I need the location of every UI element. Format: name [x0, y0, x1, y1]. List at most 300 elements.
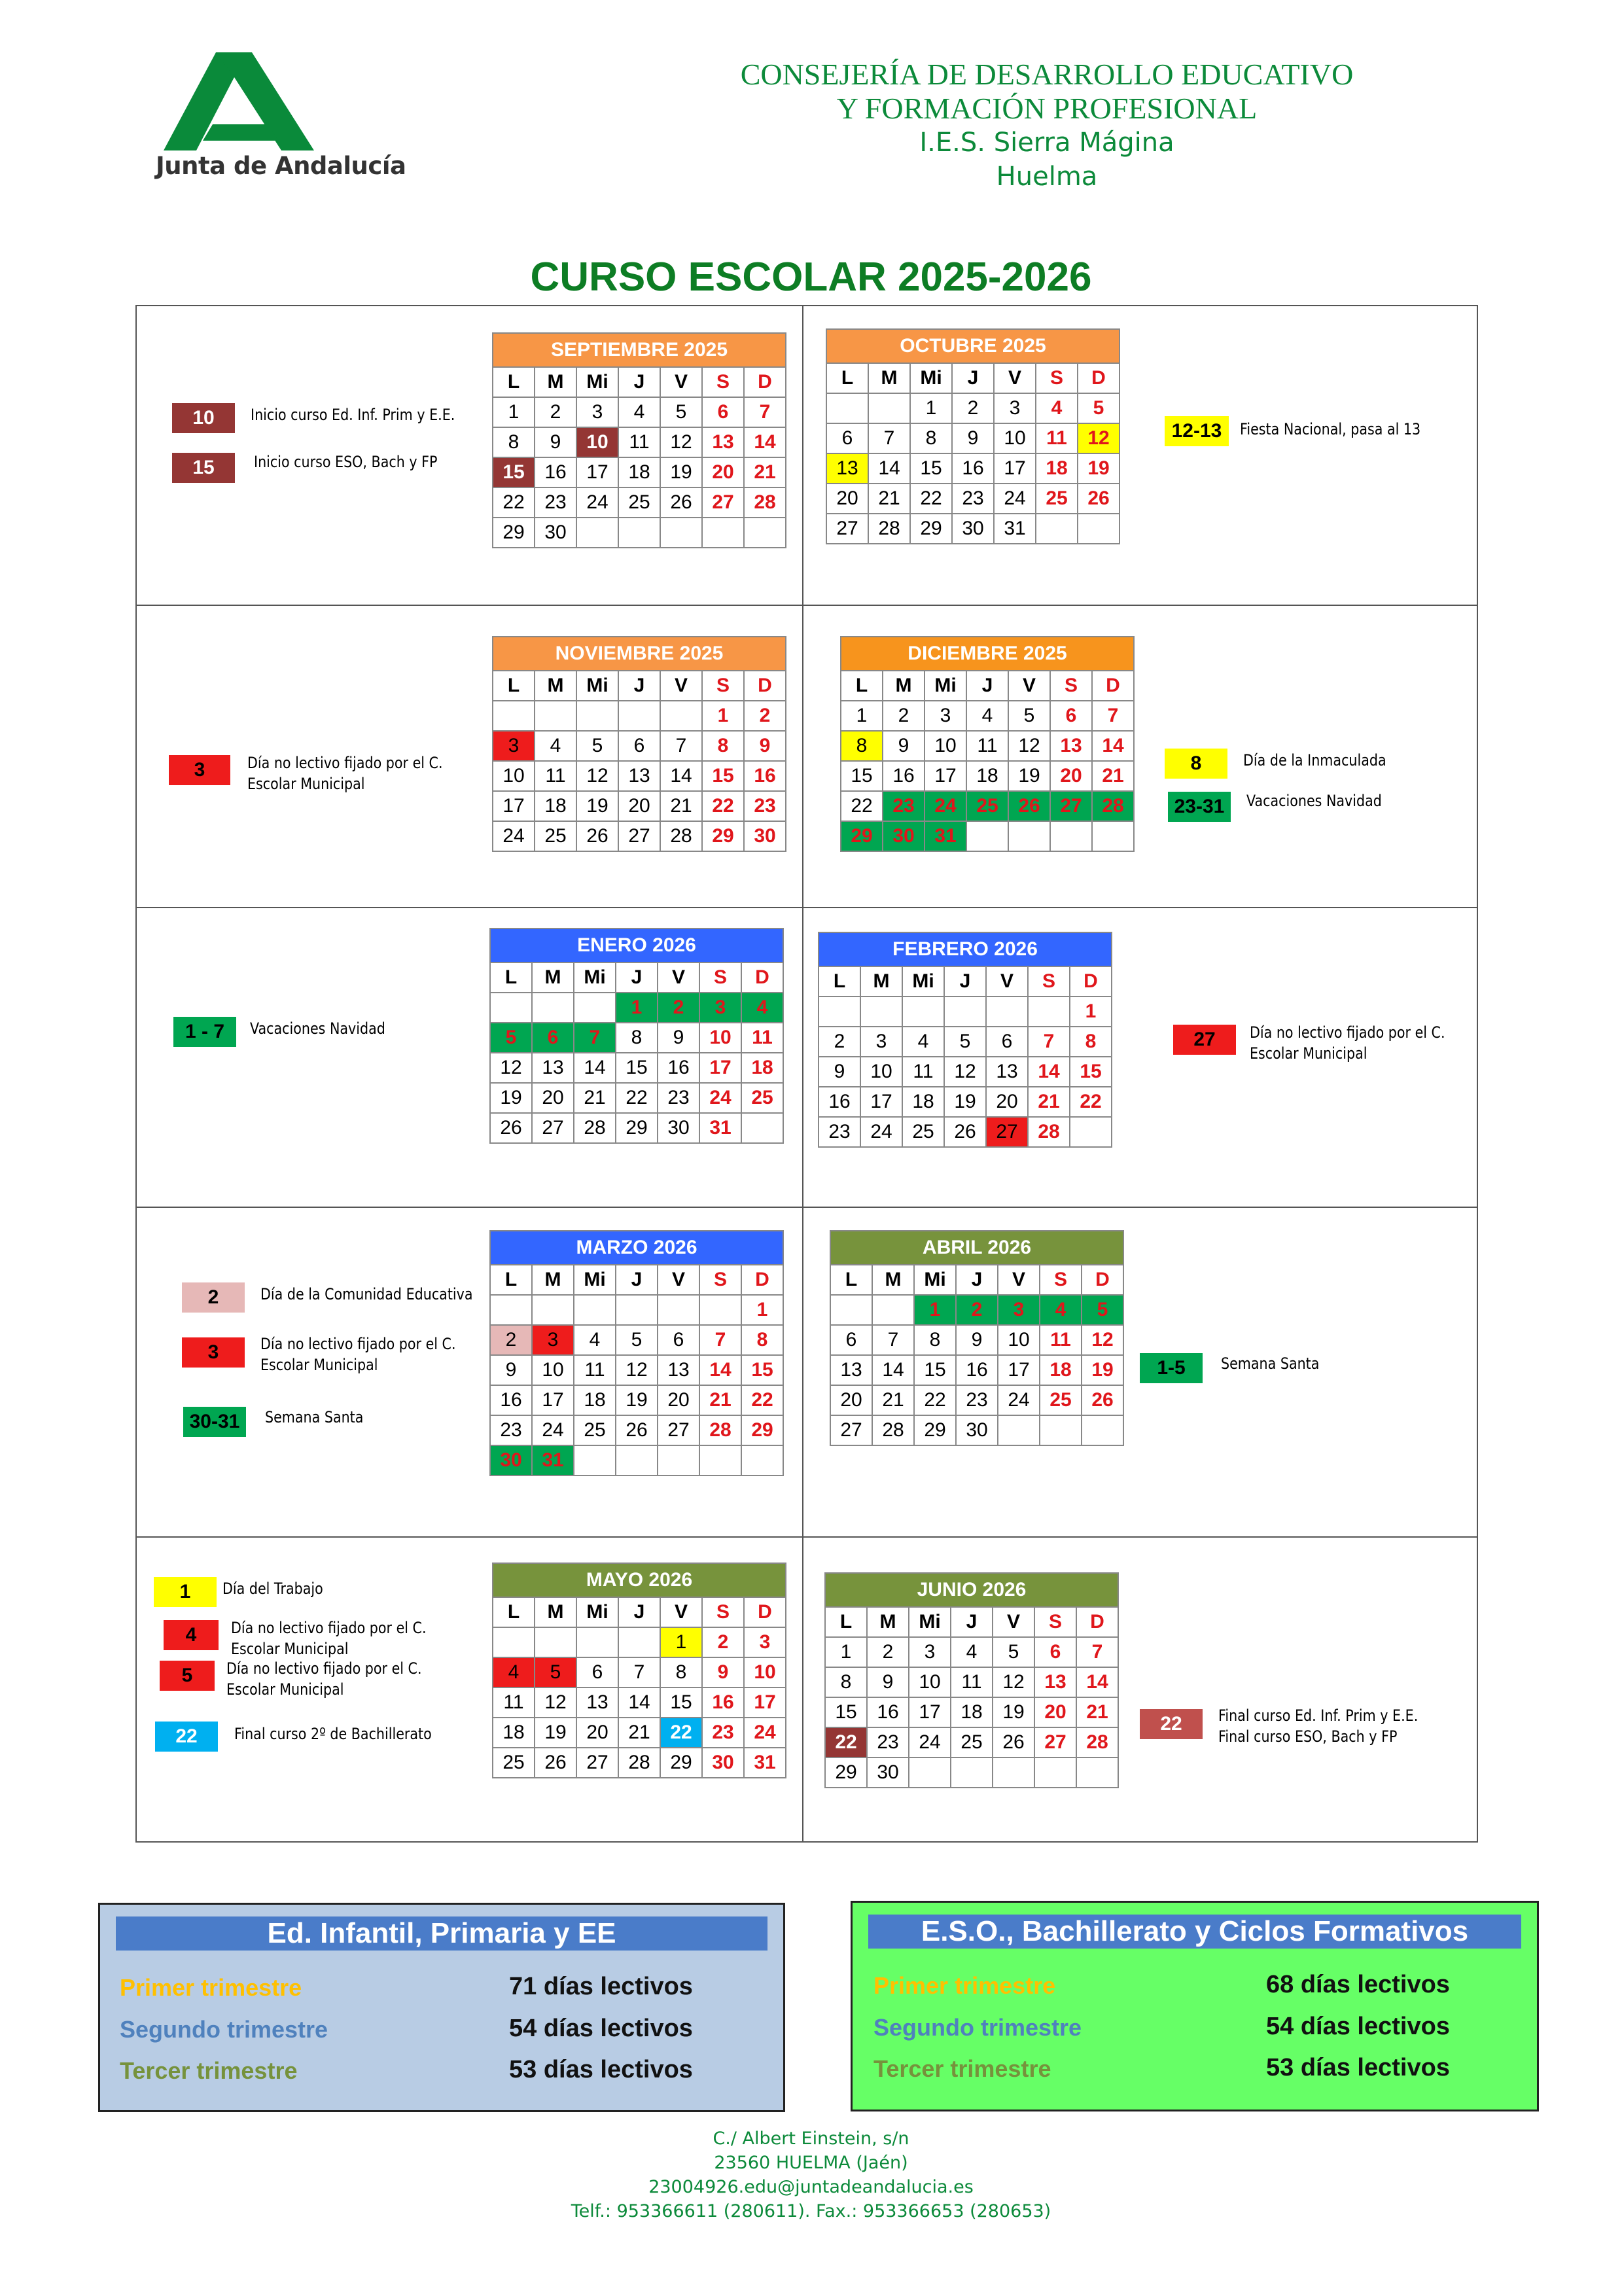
day-cell: 17 [532, 1385, 574, 1415]
legend-text: Final curso Ed. Inf. Prim y E.E. Final curso ESO, Bach y FP [1218, 1706, 1419, 1746]
weekday-header: V [1008, 671, 1050, 701]
term-name: Segundo trimestre [120, 2016, 328, 2043]
grid-divider [137, 1536, 1477, 1538]
day-cell [658, 1295, 699, 1325]
day-cell: 1 [493, 397, 535, 427]
day-cell: 22 [910, 484, 952, 514]
month-title: JUNIO 2026 [825, 1573, 1118, 1607]
day-cell [1078, 514, 1120, 544]
day-cell: 4 [741, 993, 783, 1023]
day-cell: 1 [1070, 997, 1112, 1027]
day-cell: 2 [867, 1637, 909, 1667]
day-cell: 8 [1070, 1027, 1112, 1057]
day-cell: 23 [535, 487, 576, 518]
day-cell: 7 [618, 1657, 660, 1687]
weekday-header: J [616, 1265, 658, 1295]
day-cell: 12 [616, 1355, 658, 1385]
day-cell: 7 [744, 397, 786, 427]
weekday-header: D [741, 1265, 783, 1295]
day-cell: 17 [860, 1087, 902, 1117]
day-cell: 10 [925, 731, 966, 761]
day-cell: 8 [910, 423, 952, 453]
day-cell: 11 [966, 731, 1008, 761]
day-cell: 5 [535, 1657, 576, 1687]
day-cell: 30 [952, 514, 994, 544]
weekday-header: L [819, 966, 860, 997]
day-cell: 9 [702, 1657, 744, 1687]
day-cell: 21 [1076, 1697, 1118, 1727]
day-cell: 13 [532, 1053, 574, 1083]
legend-badge: 22 [1140, 1709, 1203, 1739]
weekday-header: D [744, 367, 786, 397]
day-cell [1070, 1117, 1112, 1147]
legend-text: Semana Santa [1221, 1354, 1320, 1373]
day-cell [490, 993, 532, 1023]
day-cell: 28 [744, 487, 786, 518]
day-cell: 14 [744, 427, 786, 457]
day-cell: 4 [1036, 393, 1078, 423]
term-name: Primer trimestre [873, 1972, 1056, 1999]
day-cell: 12 [535, 1687, 576, 1718]
weekday-header: Mi [914, 1265, 956, 1295]
month-calendar [492, 332, 786, 548]
day-cell: 24 [744, 1718, 786, 1748]
day-cell: 7 [574, 1023, 616, 1053]
day-cell: 24 [493, 821, 535, 851]
day-cell [616, 1295, 658, 1325]
day-cell: 17 [998, 1355, 1040, 1385]
day-cell: 7 [868, 423, 910, 453]
day-cell: 19 [1082, 1355, 1123, 1385]
day-cell: 5 [490, 1023, 532, 1053]
day-cell: 21 [574, 1083, 616, 1113]
day-cell: 6 [830, 1325, 872, 1355]
day-cell: 3 [744, 1627, 786, 1657]
weekday-header: M [532, 1265, 574, 1295]
day-cell: 6 [618, 731, 660, 761]
month-title: FEBRERO 2026 [819, 932, 1112, 966]
day-cell: 23 [819, 1117, 860, 1147]
weekday-header: Mi [576, 367, 618, 397]
day-cell: 23 [744, 791, 786, 821]
day-cell: 14 [699, 1355, 741, 1385]
day-cell: 4 [951, 1637, 993, 1667]
day-cell: 20 [576, 1718, 618, 1748]
day-cell: 4 [618, 397, 660, 427]
day-cell [872, 1295, 914, 1325]
day-cell: 20 [532, 1083, 574, 1113]
day-cell: 23 [952, 484, 994, 514]
day-cell: 11 [1040, 1325, 1082, 1355]
day-cell: 18 [493, 1718, 535, 1748]
day-cell: 26 [993, 1727, 1034, 1757]
day-cell: 12 [1078, 423, 1120, 453]
day-cell: 13 [826, 453, 868, 484]
day-cell: 23 [490, 1415, 532, 1445]
day-cell: 29 [741, 1415, 783, 1445]
day-cell: 10 [744, 1657, 786, 1687]
day-cell: 12 [944, 1057, 986, 1087]
day-cell: 3 [576, 397, 618, 427]
day-cell: 29 [910, 514, 952, 544]
day-cell [574, 993, 616, 1023]
day-cell: 19 [944, 1087, 986, 1117]
day-cell: 18 [535, 791, 576, 821]
day-cell: 18 [574, 1385, 616, 1415]
weekday-header: D [1092, 671, 1134, 701]
legend-badge: 4 [164, 1620, 219, 1650]
day-cell: 27 [830, 1415, 872, 1445]
day-cell: 27 [986, 1117, 1028, 1147]
weekday-header: Mi [902, 966, 944, 997]
day-cell: 2 [658, 993, 699, 1023]
day-cell [618, 518, 660, 548]
day-cell: 20 [1034, 1697, 1076, 1727]
day-cell: 20 [1050, 761, 1092, 791]
logo-text: Junta de Andalucía [156, 152, 406, 180]
term-value: 71 días lectivos [509, 1973, 693, 2000]
day-cell [1034, 1757, 1076, 1788]
weekday-header: J [618, 1597, 660, 1627]
day-cell: 15 [914, 1355, 956, 1385]
day-cell: 5 [944, 1027, 986, 1057]
weekday-header: L [825, 1607, 867, 1637]
day-cell: 25 [1036, 484, 1078, 514]
day-cell: 15 [616, 1053, 658, 1083]
day-cell: 21 [744, 457, 786, 487]
day-cell [576, 701, 618, 731]
day-cell: 7 [1028, 1027, 1070, 1057]
day-cell: 13 [702, 427, 744, 457]
summary-title: E.S.O., Bachillerato y Ciclos Formativos [868, 1915, 1521, 1949]
day-cell: 21 [618, 1718, 660, 1748]
legend-text: Vacaciones Navidad [1246, 792, 1382, 810]
legend-text: Día de la Comunidad Educativa [260, 1285, 473, 1303]
term-name: Primer trimestre [120, 1974, 302, 2001]
day-cell: 2 [535, 397, 576, 427]
day-cell: 22 [660, 1718, 702, 1748]
day-cell: 27 [1050, 791, 1092, 821]
day-cell: 4 [1040, 1295, 1082, 1325]
day-cell: 18 [902, 1087, 944, 1117]
day-cell: 3 [860, 1027, 902, 1057]
day-cell: 19 [1008, 761, 1050, 791]
day-cell: 24 [860, 1117, 902, 1147]
day-cell: 13 [1050, 731, 1092, 761]
day-cell: 30 [490, 1445, 532, 1475]
legend-text: Semana Santa [265, 1408, 364, 1426]
day-cell: 12 [576, 761, 618, 791]
weekday-header: D [1076, 1607, 1118, 1637]
legend-badge: 27 [1173, 1025, 1236, 1055]
legend-text: Día no lectivo fijado por el C. Escolar Municipal [226, 1659, 422, 1699]
day-cell [998, 1415, 1040, 1445]
day-cell [535, 701, 576, 731]
day-cell: 14 [618, 1687, 660, 1718]
day-cell: 14 [1076, 1667, 1118, 1697]
day-cell: 17 [994, 453, 1036, 484]
day-cell: 3 [493, 731, 535, 761]
day-cell [826, 393, 868, 423]
legend-badge: 3 [169, 755, 230, 785]
legend-text: Vacaciones Navidad [250, 1019, 385, 1038]
day-cell: 25 [535, 821, 576, 851]
day-cell: 3 [699, 993, 741, 1023]
weekday-header: Mi [909, 1607, 951, 1637]
day-cell: 20 [618, 791, 660, 821]
day-cell: 6 [658, 1325, 699, 1355]
grid-divider [137, 1207, 1477, 1208]
summary-title: Ed. Infantil, Primaria y EE [116, 1916, 767, 1951]
day-cell [699, 1445, 741, 1475]
day-cell: 26 [1008, 791, 1050, 821]
day-cell: 29 [616, 1113, 658, 1143]
day-cell: 15 [1070, 1057, 1112, 1087]
day-cell: 19 [535, 1718, 576, 1748]
day-cell: 11 [902, 1057, 944, 1087]
weekday-header: L [826, 363, 868, 393]
weekday-header: M [867, 1607, 909, 1637]
footer-phone: Telf.: 953366611 (280611). Fax.: 953366653 (280653) [571, 2201, 1051, 2221]
day-cell: 28 [868, 514, 910, 544]
day-cell: 14 [872, 1355, 914, 1385]
day-cell: 28 [1028, 1117, 1070, 1147]
month-calendar [492, 1563, 786, 1778]
weekday-header: Mi [576, 671, 618, 701]
day-cell: 26 [535, 1748, 576, 1778]
day-cell [1008, 821, 1050, 851]
weekday-header: V [660, 367, 702, 397]
day-cell: 7 [699, 1325, 741, 1355]
day-cell [868, 393, 910, 423]
day-cell: 15 [825, 1697, 867, 1727]
weekday-header: V [658, 963, 699, 993]
day-cell [576, 1627, 618, 1657]
day-cell: 17 [699, 1053, 741, 1083]
weekday-header: S [1034, 1607, 1076, 1637]
day-cell: 15 [702, 761, 744, 791]
weekday-header: J [951, 1607, 993, 1637]
day-cell: 3 [909, 1637, 951, 1667]
school-name: I.E.S. Sierra Mágina [919, 128, 1174, 158]
day-cell: 9 [883, 731, 925, 761]
day-cell: 3 [994, 393, 1036, 423]
weekday-header: M [872, 1265, 914, 1295]
day-cell: 5 [576, 731, 618, 761]
day-cell: 21 [868, 484, 910, 514]
day-cell: 9 [819, 1057, 860, 1087]
day-cell: 16 [535, 457, 576, 487]
weekday-header: Mi [574, 1265, 616, 1295]
month-title: MAYO 2026 [493, 1563, 786, 1597]
term-value: 68 días lectivos [1266, 1971, 1450, 1998]
day-cell: 26 [1078, 484, 1120, 514]
weekday-header: M [535, 1597, 576, 1627]
grid-divider [802, 306, 803, 1841]
day-cell [532, 1295, 574, 1325]
term-value: 53 días lectivos [509, 2056, 693, 2083]
day-cell [699, 1295, 741, 1325]
day-cell: 31 [699, 1113, 741, 1143]
day-cell: 16 [702, 1687, 744, 1718]
weekday-header: M [532, 963, 574, 993]
day-cell: 3 [998, 1295, 1040, 1325]
day-cell: 30 [883, 821, 925, 851]
weekday-header: S [1028, 966, 1070, 997]
day-cell: 2 [883, 701, 925, 731]
day-cell: 17 [576, 457, 618, 487]
day-cell: 19 [576, 791, 618, 821]
month-calendar [489, 1230, 784, 1476]
day-cell [1028, 997, 1070, 1027]
day-cell: 23 [956, 1385, 998, 1415]
day-cell [951, 1757, 993, 1788]
day-cell: 9 [952, 423, 994, 453]
day-cell: 2 [744, 701, 786, 731]
legend-text: Inicio curso ESO, Bach y FP [254, 453, 438, 471]
day-cell: 16 [744, 761, 786, 791]
day-cell: 24 [532, 1415, 574, 1445]
weekday-header: L [841, 671, 883, 701]
day-cell [660, 701, 702, 731]
term-value: 54 días lectivos [1266, 2013, 1450, 2040]
day-cell: 19 [490, 1083, 532, 1113]
day-cell: 10 [576, 427, 618, 457]
weekday-header: D [744, 1597, 786, 1627]
term-value: 54 días lectivos [509, 2015, 693, 2042]
day-cell: 15 [493, 457, 535, 487]
day-cell: 2 [952, 393, 994, 423]
day-cell: 31 [744, 1748, 786, 1778]
month-calendar [489, 928, 784, 1144]
day-cell: 2 [490, 1325, 532, 1355]
day-cell: 13 [986, 1057, 1028, 1087]
day-cell [944, 997, 986, 1027]
term-name: Tercer trimestre [873, 2055, 1051, 2082]
day-cell [532, 993, 574, 1023]
weekday-header: M [535, 367, 576, 397]
day-cell: 1 [741, 1295, 783, 1325]
day-cell: 13 [830, 1355, 872, 1385]
day-cell: 8 [702, 731, 744, 761]
day-cell: 14 [574, 1053, 616, 1083]
day-cell: 8 [914, 1325, 956, 1355]
day-cell: 26 [616, 1415, 658, 1445]
day-cell: 27 [826, 514, 868, 544]
day-cell: 22 [825, 1727, 867, 1757]
day-cell: 28 [1076, 1727, 1118, 1757]
day-cell: 19 [993, 1697, 1034, 1727]
day-cell: 25 [902, 1117, 944, 1147]
day-cell: 24 [576, 487, 618, 518]
organization-name [654, 58, 1439, 194]
day-cell: 14 [1028, 1057, 1070, 1087]
day-cell: 18 [1040, 1355, 1082, 1385]
day-cell: 27 [532, 1113, 574, 1143]
day-cell: 6 [1034, 1637, 1076, 1667]
day-cell: 24 [909, 1727, 951, 1757]
org-line-2: Y FORMACIÓN PROFESIONAL [836, 92, 1258, 125]
legend-text: Inicio curso Ed. Inf. Prim y E.E. [251, 406, 455, 424]
day-cell [819, 997, 860, 1027]
legend-text: Día no lectivo fijado por el C. Escolar Municipal [231, 1619, 427, 1658]
weekday-header: D [741, 963, 783, 993]
day-cell: 26 [660, 487, 702, 518]
day-cell [574, 1445, 616, 1475]
day-cell: 6 [1050, 701, 1092, 731]
day-cell: 30 [867, 1757, 909, 1788]
day-cell: 20 [658, 1385, 699, 1415]
weekday-header: V [660, 1597, 702, 1627]
day-cell [744, 518, 786, 548]
day-cell: 5 [660, 397, 702, 427]
legend-badge: 15 [172, 453, 235, 483]
day-cell: 11 [1036, 423, 1078, 453]
legend-text: Final curso 2º de Bachillerato [234, 1725, 432, 1743]
day-cell: 6 [532, 1023, 574, 1053]
day-cell: 16 [819, 1087, 860, 1117]
day-cell: 9 [744, 731, 786, 761]
day-cell: 16 [952, 453, 994, 484]
day-cell: 5 [616, 1325, 658, 1355]
day-cell [490, 1295, 532, 1325]
day-cell: 11 [951, 1667, 993, 1697]
weekday-header: V [998, 1265, 1040, 1295]
day-cell: 1 [825, 1637, 867, 1667]
day-cell: 12 [1082, 1325, 1123, 1355]
month-calendar [824, 1572, 1119, 1788]
day-cell: 31 [925, 821, 966, 851]
summary-primaria [98, 1903, 785, 2112]
day-cell [741, 1445, 783, 1475]
month-calendar [818, 932, 1112, 1148]
month-title: ABRIL 2026 [830, 1231, 1123, 1265]
day-cell: 21 [1028, 1087, 1070, 1117]
weekday-header: L [493, 671, 535, 701]
day-cell: 15 [910, 453, 952, 484]
weekday-header: V [658, 1265, 699, 1295]
month-title: SEPTIEMBRE 2025 [493, 333, 786, 367]
day-cell [902, 997, 944, 1027]
weekday-header: J [618, 367, 660, 397]
day-cell: 12 [993, 1667, 1034, 1697]
footer-address: C./ Albert Einstein, s/n [713, 2128, 909, 2149]
day-cell [860, 997, 902, 1027]
day-cell [1092, 821, 1134, 851]
day-cell [616, 1445, 658, 1475]
day-cell: 23 [702, 1718, 744, 1748]
day-cell: 24 [699, 1083, 741, 1113]
day-cell: 16 [883, 761, 925, 791]
day-cell: 9 [956, 1325, 998, 1355]
weekday-header: Mi [576, 1597, 618, 1627]
weekday-header: S [1040, 1265, 1082, 1295]
day-cell: 11 [618, 427, 660, 457]
day-cell: 20 [830, 1385, 872, 1415]
term-name: Segundo trimestre [873, 2014, 1082, 2041]
day-cell: 15 [741, 1355, 783, 1385]
day-cell: 18 [1036, 453, 1078, 484]
day-cell: 1 [702, 701, 744, 731]
day-cell [966, 821, 1008, 851]
day-cell: 24 [994, 484, 1036, 514]
day-cell: 17 [909, 1697, 951, 1727]
day-cell: 5 [1008, 701, 1050, 731]
weekday-header: L [490, 963, 532, 993]
weekday-header: L [493, 367, 535, 397]
weekday-header: D [744, 671, 786, 701]
weekday-header: S [699, 1265, 741, 1295]
